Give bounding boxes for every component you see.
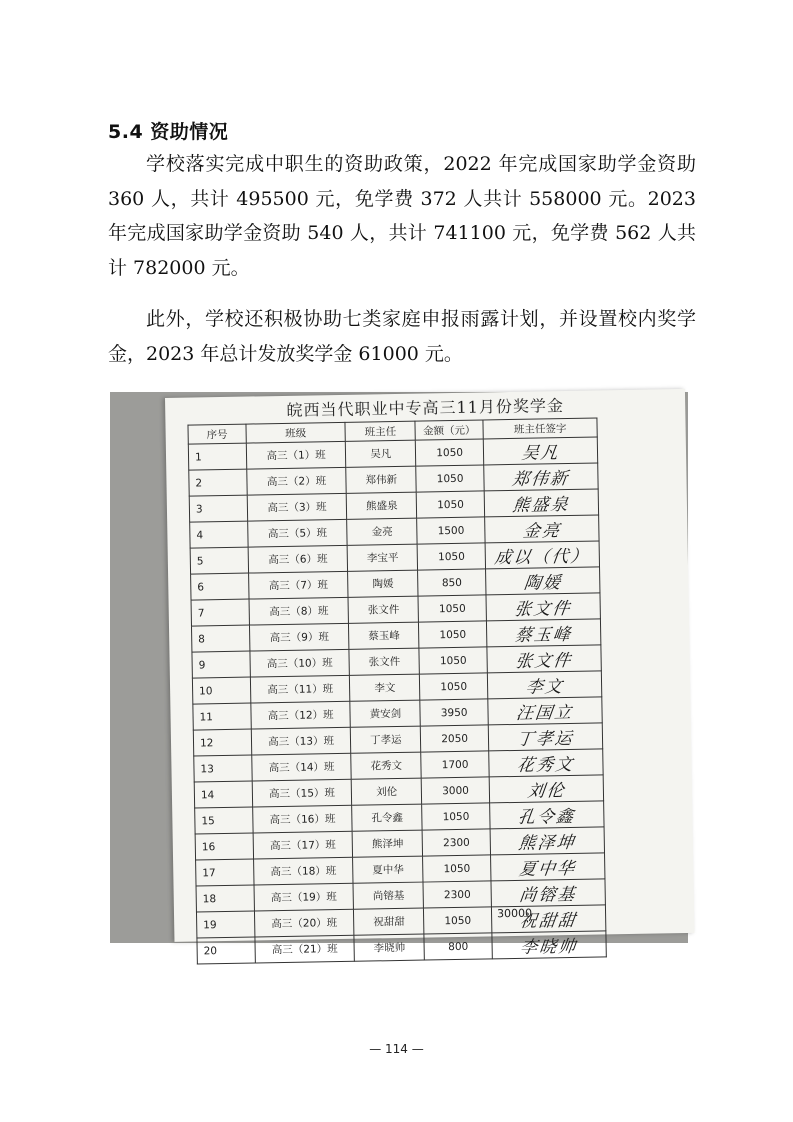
cell-signature <box>487 671 601 699</box>
handwritten-signature: 孔令鑫 <box>516 806 577 828</box>
handwritten-signature: 花秀文 <box>515 754 576 776</box>
header-signature: 班主任签字 <box>483 418 597 439</box>
cell-no: 16 <box>195 833 253 860</box>
cell-signature <box>489 775 603 803</box>
handwritten-signature: 郑伟新 <box>510 468 571 490</box>
cell-amount: 2300 <box>422 829 490 856</box>
cell-no: 18 <box>196 885 254 912</box>
cell-no: 8 <box>191 625 249 652</box>
page-number: — 114 — <box>369 1042 424 1056</box>
cell-teacher: 花秀文 <box>351 752 421 779</box>
cell-teacher: 郑伟新 <box>346 466 416 493</box>
cell-class: 高三（21）班 <box>255 935 355 963</box>
cell-class: 高三（5）班 <box>247 519 347 547</box>
cell-teacher: 陶媛 <box>348 570 418 597</box>
cell-no: 14 <box>194 781 252 808</box>
cell-no: 10 <box>192 677 250 704</box>
scholarship-sheet <box>165 389 694 958</box>
cell-amount: 1050 <box>416 491 484 518</box>
handwritten-signature: 尚镕基 <box>518 884 578 906</box>
handwritten-signature: 李文 <box>524 677 565 698</box>
header-amount: 金额（元） <box>415 420 483 440</box>
cell-teacher: 尚镕基 <box>353 882 423 909</box>
cell-class: 高三（20）班 <box>254 909 354 937</box>
handwritten-signature: 张文件 <box>513 598 573 620</box>
handwritten-signature: 熊泽坤 <box>517 832 577 854</box>
scholarship-sheet-photo <box>110 392 688 958</box>
handwritten-signature: 刘伦 <box>525 781 567 802</box>
cell-signature <box>487 645 601 673</box>
handwritten-signature: 李晓帅 <box>519 936 579 958</box>
cell-teacher: 刘伦 <box>352 778 422 805</box>
handwritten-signature: 汪国立 <box>515 702 575 724</box>
cell-no: 13 <box>194 755 252 782</box>
cell-signature <box>485 541 599 569</box>
cell-signature <box>488 697 602 725</box>
cell-class: 高三（8）班 <box>249 597 349 625</box>
cell-amount: 1050 <box>419 647 487 674</box>
cell-signature <box>492 931 606 959</box>
cell-teacher: 熊泽坤 <box>353 830 423 857</box>
cell-teacher: 张文件 <box>349 648 419 675</box>
cell-teacher: 金亮 <box>347 518 417 545</box>
cell-amount: 2050 <box>420 725 488 752</box>
cell-no: 4 <box>190 521 248 548</box>
handwritten-signature: 夏中华 <box>517 858 578 880</box>
cell-class: 高三（1）班 <box>246 441 346 469</box>
handwritten-signature: 祝甜甜 <box>518 910 579 932</box>
cell-class: 高三（18）班 <box>253 857 353 885</box>
cell-class: 高三（15）班 <box>252 779 352 807</box>
cell-signature <box>488 723 602 751</box>
cell-teacher: 吴凡 <box>346 440 416 467</box>
cell-amount: 1050 <box>417 543 485 570</box>
cell-signature <box>490 827 604 855</box>
cell-signature <box>486 593 600 621</box>
cell-no: 9 <box>192 651 250 678</box>
cell-signature <box>491 853 605 881</box>
handwritten-signature: 陶媛 <box>522 573 563 594</box>
section-heading: 5.4 资助情况 <box>108 121 229 143</box>
cell-amount: 1050 <box>424 907 492 934</box>
cell-no: 5 <box>190 547 248 574</box>
cell-signature <box>490 801 604 829</box>
cell-amount: 1700 <box>421 751 489 778</box>
cell-amount: 1050 <box>419 621 487 648</box>
cell-signature <box>484 463 598 491</box>
cell-teacher: 熊盛泉 <box>347 492 417 519</box>
cell-amount: 1500 <box>417 517 485 544</box>
handwritten-signature: 丁孝运 <box>515 728 575 750</box>
cell-signature <box>491 879 605 907</box>
cell-amount: 1050 <box>420 673 488 700</box>
paragraph-funding: 学校落实完成中职生的资助政策，2022 年完成国家助学金资助 360 人，共计 495500 元，免学费 372 人共计 558000 元。2023 年完成国家助学金资助 540 人，共计 741100 元，免学费 562 人共计 782000 元。 <box>108 153 696 279</box>
header-teacher: 班主任 <box>345 421 415 441</box>
cell-class: 高三（19）班 <box>254 883 354 911</box>
cell-amount: 800 <box>424 933 492 960</box>
cell-no: 7 <box>191 599 249 626</box>
cell-no: 3 <box>189 495 247 522</box>
cell-teacher: 李晓帅 <box>354 934 424 961</box>
cell-no: 12 <box>193 729 251 756</box>
handwritten-signature: 熊盛泉 <box>511 494 571 516</box>
cell-class: 高三（3）班 <box>247 493 347 521</box>
scholarship-table <box>187 417 606 964</box>
cell-no: 19 <box>196 911 254 938</box>
cell-signature <box>486 567 600 595</box>
cell-teacher: 祝甜甜 <box>354 908 424 935</box>
handwritten-signature: 张文件 <box>514 650 574 672</box>
cell-no: 1 <box>188 443 246 470</box>
cell-no: 20 <box>197 937 255 964</box>
sheet-title: 皖西当代职业中专高三11月份奖学金 <box>286 396 565 420</box>
cell-no: 17 <box>196 859 254 886</box>
cell-teacher: 黄安剑 <box>350 700 420 727</box>
cell-teacher: 李宝平 <box>348 544 418 571</box>
cell-teacher: 蔡玉峰 <box>349 622 419 649</box>
cell-amount: 1050 <box>416 465 484 492</box>
cell-amount: 3000 <box>421 777 489 804</box>
cell-teacher: 张文件 <box>348 596 418 623</box>
total-amount: 30000 <box>496 906 533 921</box>
cell-class: 高三（12）班 <box>251 701 351 729</box>
cell-class: 高三（7）班 <box>248 571 348 599</box>
cell-no: 11 <box>193 703 251 730</box>
cell-class: 高三（2）班 <box>246 467 346 495</box>
cell-amount: 1050 <box>418 595 486 622</box>
header-no: 序号 <box>188 424 246 444</box>
cell-amount: 850 <box>418 569 486 596</box>
handwritten-signature: 蔡玉峰 <box>513 624 574 646</box>
cell-amount: 1050 <box>415 439 483 466</box>
cell-amount: 1050 <box>423 855 491 882</box>
cell-class: 高三（11）班 <box>250 675 350 703</box>
cell-signature <box>487 619 601 647</box>
cell-class: 高三（13）班 <box>251 727 351 755</box>
cell-no: 15 <box>195 807 253 834</box>
header-class: 班级 <box>246 422 346 443</box>
cell-teacher: 夏中华 <box>353 856 423 883</box>
handwritten-signature: 吴凡 <box>519 443 561 464</box>
cell-amount: 3950 <box>420 699 488 726</box>
cell-no: 2 <box>189 469 247 496</box>
cell-teacher: 李文 <box>350 674 420 701</box>
cell-signature <box>485 515 599 543</box>
cell-signature <box>484 489 598 517</box>
cell-signature <box>489 749 603 777</box>
cell-amount: 2300 <box>423 881 491 908</box>
cell-class: 高三（16）班 <box>252 805 352 833</box>
cell-amount: 1050 <box>422 803 490 830</box>
cell-teacher: 丁孝运 <box>351 726 421 753</box>
cell-teacher: 孔令鑫 <box>352 804 422 831</box>
cell-signature <box>483 437 597 465</box>
cell-class: 高三（10）班 <box>250 649 350 677</box>
handwritten-signature: 成以（代） <box>493 546 591 569</box>
handwritten-signature: 金亮 <box>521 521 562 542</box>
cell-no: 6 <box>191 573 249 600</box>
cell-class: 高三（9）班 <box>249 623 349 651</box>
cell-class: 高三（6）班 <box>248 545 348 573</box>
cell-class: 高三（14）班 <box>251 753 351 781</box>
paragraph-scholarship: 此外，学校还积极协助七类家庭申报雨露计划，并设置校内奖学金，2023 年总计发放奖学金 61000 元。 <box>108 308 696 365</box>
cell-class: 高三（17）班 <box>253 831 353 859</box>
